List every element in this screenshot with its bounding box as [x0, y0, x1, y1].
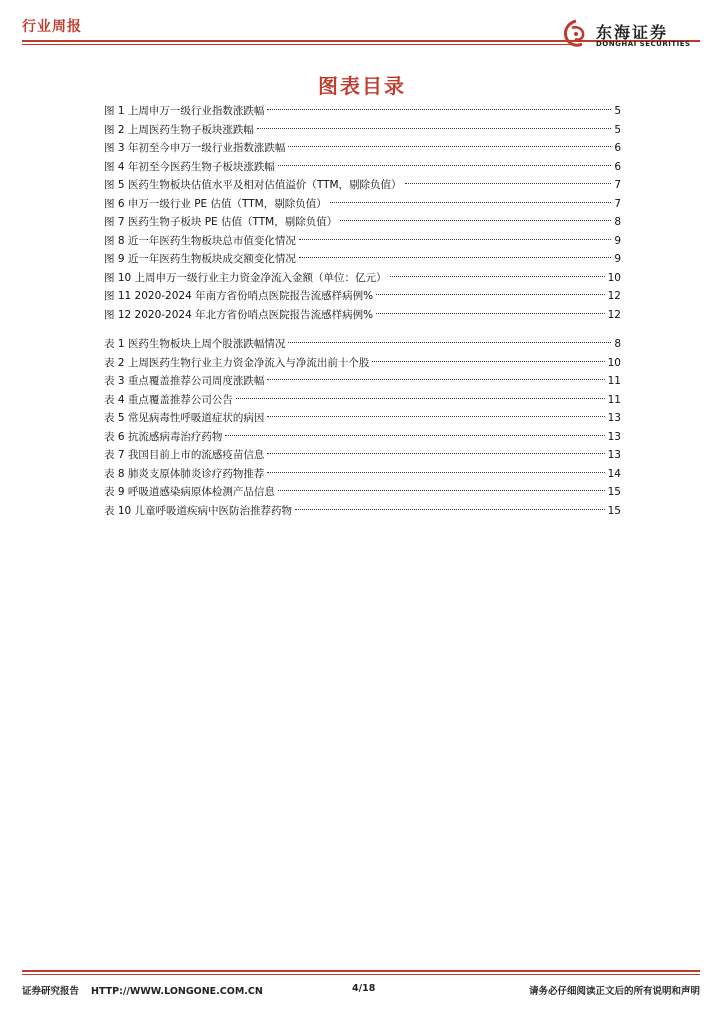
footer-divider: [22, 970, 700, 972]
dot-leader: [405, 183, 612, 184]
dot-leader: [376, 313, 605, 314]
toc-figure-entry-page-number: 6: [614, 160, 621, 173]
toc-figure-entry-page-number: 9: [614, 234, 621, 247]
toc-table-entry-label: 表 6 抗流感病毒治疗药物: [104, 430, 223, 443]
toc-figure-entry-label: 图 4 年初至今医药生物子板块涨跌幅: [104, 160, 275, 173]
footer-left: [22, 983, 263, 997]
dot-leader: [225, 435, 604, 436]
toc-figure-entry-label: 图 9 近一年医药生物板块成交额变化情况: [104, 253, 296, 265]
toc-figure-entry-page-number: 7: [614, 179, 621, 191]
toc-figure-entry-page-number: 12: [607, 290, 621, 302]
toc-table-entry[interactable]: [104, 446, 621, 465]
toc-table-entry-page-number: 13: [607, 430, 621, 443]
dot-leader: [299, 257, 611, 258]
toc-figure-entry-label: 图 11 2020-2024 年南方省份哨点医院报告流感样病例%: [104, 290, 374, 302]
page-title: 图表目录: [318, 74, 406, 98]
report-category-tag: 行业周报: [22, 19, 82, 35]
toc-figure-entry[interactable]: [104, 121, 621, 140]
toc-table-entry[interactable]: [104, 428, 621, 447]
toc-table-entry-label: 表 9 呼吸道感染病原体检测产品信息: [104, 486, 275, 498]
toc-figure-entry-page-number: 8: [614, 216, 621, 228]
toc-figure-entry-page-number: 10: [607, 271, 621, 284]
toc-figure-entry-label: 图 12 2020-2024 年北方省份哨点医院报告流感样病例%: [104, 308, 374, 321]
toc-table-entry[interactable]: [104, 502, 621, 521]
dot-leader: [288, 146, 611, 147]
toc-table-entry[interactable]: [104, 483, 621, 502]
dot-leader: [288, 342, 611, 343]
toc-figure-entry[interactable]: [104, 269, 621, 288]
dot-leader: [376, 294, 605, 295]
page-number: 4/18: [352, 983, 376, 994]
toc-table-entry-label: 表 10 儿童呼吸道疾病中医防治推荐药物: [104, 504, 293, 517]
dot-leader: [340, 220, 611, 221]
toc-figure-entry[interactable]: [104, 213, 621, 232]
toc-table-entry-label: 表 5 常见病毒性呼吸道症状的病因: [104, 412, 265, 424]
toc-figure-entry[interactable]: [104, 176, 621, 195]
toc-figure-entry[interactable]: [104, 287, 621, 306]
toc-figure-entry-page-number: 9: [614, 253, 621, 265]
toc-table-entry-page-number: 15: [607, 486, 621, 498]
toc-table-entry-page-number: 14: [607, 467, 621, 480]
toc-figure-entry[interactable]: [104, 306, 621, 325]
toc-figure-entry[interactable]: [104, 102, 621, 121]
toc-table-entry[interactable]: [104, 391, 621, 410]
toc-figure-entry[interactable]: [104, 158, 621, 177]
figure-list: [104, 102, 621, 324]
company-logo: [560, 18, 700, 52]
toc-figure-entry-label: 图 5 医药生物板块估值水平及相对估值溢价（TTM，剔除负值）: [104, 179, 402, 191]
toc-figure-entry-page-number: 5: [614, 123, 621, 136]
toc-figure-entry-label: 图 3 年初至今申万一级行业指数涨跌幅: [104, 142, 286, 154]
toc-figure-entry[interactable]: [104, 250, 621, 269]
toc-table-entry[interactable]: [104, 409, 621, 428]
footer-report-type: 证券研究报告: [22, 986, 80, 997]
toc-figure-entry-label: 图 7 医药生物子板块 PE 估值（TTM，剔除负值）: [104, 216, 338, 228]
toc-figure-entry[interactable]: [104, 232, 621, 251]
dot-leader: [267, 472, 604, 473]
toc-table-entry-label: 表 2 上周医药生物行业主力资金净流入与净流出前十个股: [104, 356, 370, 369]
toc-table-entry-page-number: 13: [607, 412, 621, 424]
toc-figure-entry-page-number: 5: [614, 105, 621, 117]
toc-table-entry-page-number: 11: [607, 393, 621, 406]
toc-figure-entry[interactable]: [104, 139, 621, 158]
toc-table-entry[interactable]: [104, 335, 621, 354]
toc-table-entry-label: 表 4 重点覆盖推荐公司公告: [104, 393, 233, 406]
footer-divider-thin: [22, 974, 700, 975]
dot-leader: [236, 398, 605, 399]
toc-figure-entry-page-number: 6: [614, 142, 621, 154]
toc-figure-entry-label: 图 2 上周医药生物子板块涨跌幅: [104, 123, 254, 136]
footer-disclaimer: 请务必仔细阅读正文后的所有说明和声明: [528, 986, 700, 997]
dot-leader: [299, 239, 611, 240]
dot-leader: [390, 276, 605, 277]
toc-figure-entry-page-number: 7: [614, 197, 621, 210]
dot-leader: [267, 109, 611, 110]
toc-figure-entry[interactable]: [104, 195, 621, 214]
toc-table-entry[interactable]: [104, 354, 621, 373]
dot-leader: [267, 379, 604, 380]
toc-table-entry[interactable]: [104, 372, 621, 391]
toc-figure-entry-label: 图 8 近一年医药生物板块总市值变化情况: [104, 234, 296, 247]
toc-figure-entry-page-number: 12: [607, 308, 621, 321]
toc-table-entry-page-number: 13: [607, 449, 621, 461]
toc-figure-entry-label: 图 1 上周申万一级行业指数涨跌幅: [104, 105, 265, 117]
toc-table-entry-page-number: 15: [607, 504, 621, 517]
dot-leader: [372, 361, 604, 362]
toc-table-entry-page-number: 11: [607, 375, 621, 387]
table-list: [104, 335, 621, 520]
header-divider-thin: [22, 44, 582, 45]
dot-leader: [267, 453, 604, 454]
toc-table-entry[interactable]: [104, 465, 621, 484]
dot-leader: [295, 509, 605, 510]
dot-leader: [267, 416, 604, 417]
toc-table-entry-page-number: 10: [607, 356, 621, 369]
logo-chinese-name: 东海证券: [596, 23, 669, 42]
toc-figure-entry-label: 图 6 申万一级行业 PE 估值（TTM，剔除负值）: [104, 197, 327, 210]
dot-leader: [330, 202, 612, 203]
dot-leader: [278, 165, 611, 166]
footer-website-link[interactable]: HTTP://WWW.LONGONE.COM.CN: [91, 986, 263, 997]
toc-table-entry-label: 表 8 肺炎支原体肺炎诊疗药物推荐: [104, 467, 265, 480]
toc-table-entry-label: 表 7 我国目前上市的流感疫苗信息: [104, 449, 265, 461]
dot-leader: [278, 490, 605, 491]
dot-leader: [257, 128, 611, 129]
logo-english-name: DONGHAI SECURITIES: [596, 40, 691, 48]
toc-table-entry-label: 表 1 医药生物板块上周个股涨跌幅情况: [104, 338, 286, 350]
toc-table-entry-label: 表 3 重点覆盖推荐公司周度涨跌幅: [104, 375, 265, 387]
toc-table-entry-page-number: 8: [614, 338, 621, 350]
toc-figure-entry-label: 图 10 上周申万一级行业主力资金净流入金额（单位：亿元）: [104, 271, 387, 284]
donghai-logo-mark-icon: [560, 18, 592, 50]
